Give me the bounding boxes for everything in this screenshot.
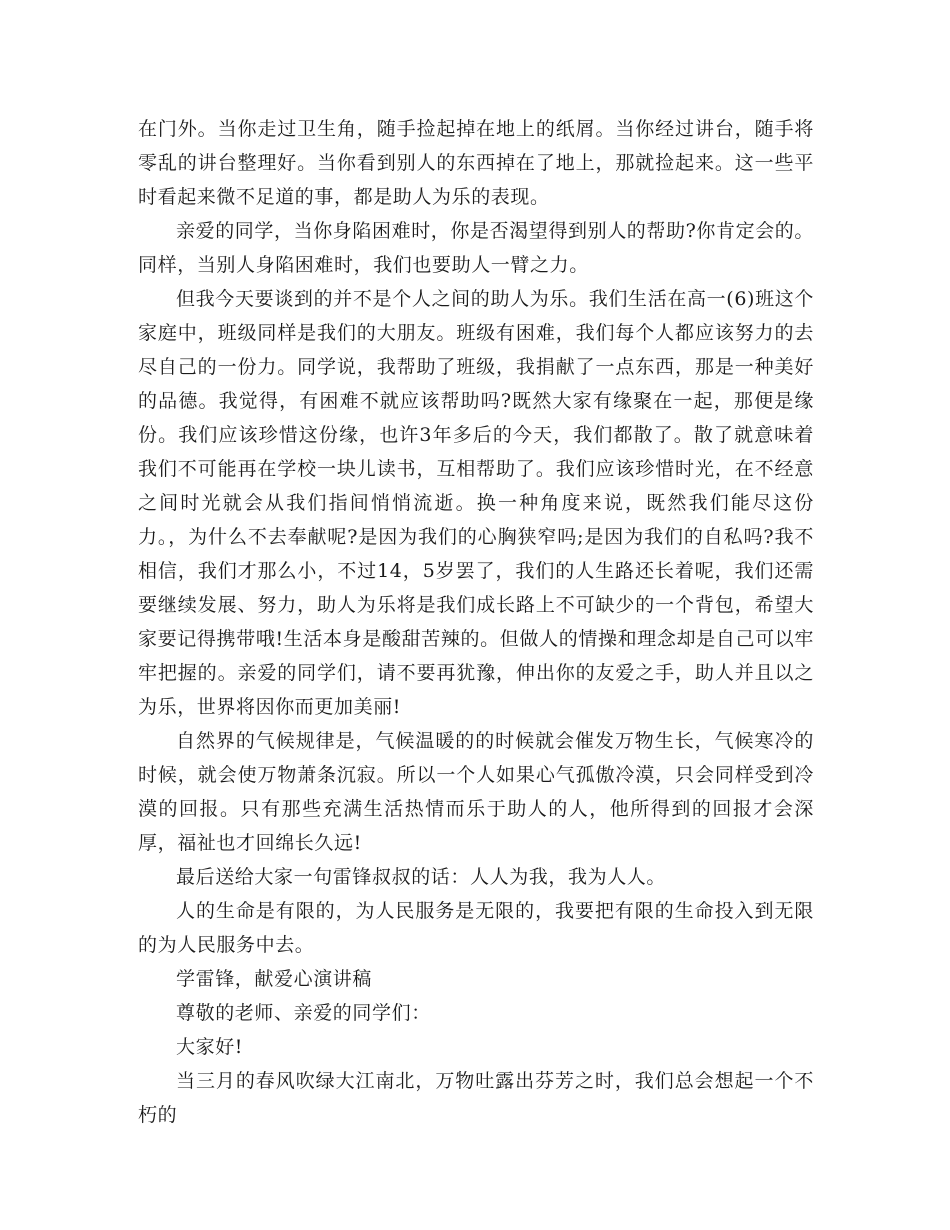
- document-body: [138, 112, 814, 1132]
- paragraph-2: 亲爱的同学，当你身陷困难时，你是否渴望得到别人的帮助?你肯定会的。同样，当别人身陷困难时，我们也要助人一臂之力。: [138, 220, 814, 276]
- greeting: 大家好!: [176, 1036, 244, 1058]
- section-title: 学雷锋，献爱心演讲稿: [176, 968, 373, 990]
- paragraph-4: 自然界的气候规律是，气候温暖的的时候就会催发万物生长，气候寒冷的时候，就会使万物萧条沉寂。所以一个人如果心气孤傲冷漠，只会同样受到冷漠的回报。只有那些充满生活热情而乐于助人的人，他所得到的回报才会深厚，福祉也才回绵长久远!: [138, 730, 814, 854]
- paragraph-10: 当三月的春风吹绿大江南北，万物吐露出芬芳之时，我们总会想起一个不朽的: [138, 1070, 814, 1126]
- paragraph-6: 人的生命是有限的，为人民服务是无限的，我要把有限的生命投入到无限的为人民服务中去。: [138, 900, 814, 956]
- paragraph-5: 最后送给大家一句雷锋叔叔的话：人人为我，我为人人。: [176, 866, 667, 888]
- paragraph-3: 但我今天要谈到的并不是个人之间的助人为乐。我们生活在高一(6)班这个家庭中，班级同样是我们的大朋友。班级有困难，我们每个人都应该努力的去尽自己的一份力。同学说，我帮助了班级，我捐献了一点东西，那是一种美好的品德。我觉得，有困难不就应该帮助吗?既然大家有缘聚在一起，那便是缘份。我们应该珍惜这份缘，也许3年多后的今天，我们都散了。散了就意味着我们不可能再在学校一块儿读书，互相帮助了。我们应该珍惜时光，在不经意之间时光就会从我们指间悄悄流逝。换一种角度来说，既然我们能尽这份力。，为什么不去奉献呢?是因为我们的心胸狭窄吗;是因为我们的自私吗?我不相信，我们才那么小，不过14，5岁罢了，我们的人生路还长着呢，我们还需要继续发展、努力，助人为乐将是我们成长路上不可缺少的一个背包，希望大家要记得携带哦!生活本身是酸甜苦辣的。但做人的情操和理念却是自己可以牢牢把握的。亲爱的同学们，请不要再犹豫，伸出你的友爱之手，助人并且以之为乐，世界将因你而更加美丽!: [138, 288, 814, 718]
- paragraph-1: 在门外。当你走过卫生角，随手捡起掉在地上的纸屑。当你经过讲台，随手将零乱的讲台整理好。当你看到别人的东西掉在了地上，那就捡起来。这一些平时看起来微不足道的事，都是助人为乐的表现。: [138, 118, 814, 208]
- salutation: 尊敬的老师、亲爱的同学们：: [176, 1002, 431, 1024]
